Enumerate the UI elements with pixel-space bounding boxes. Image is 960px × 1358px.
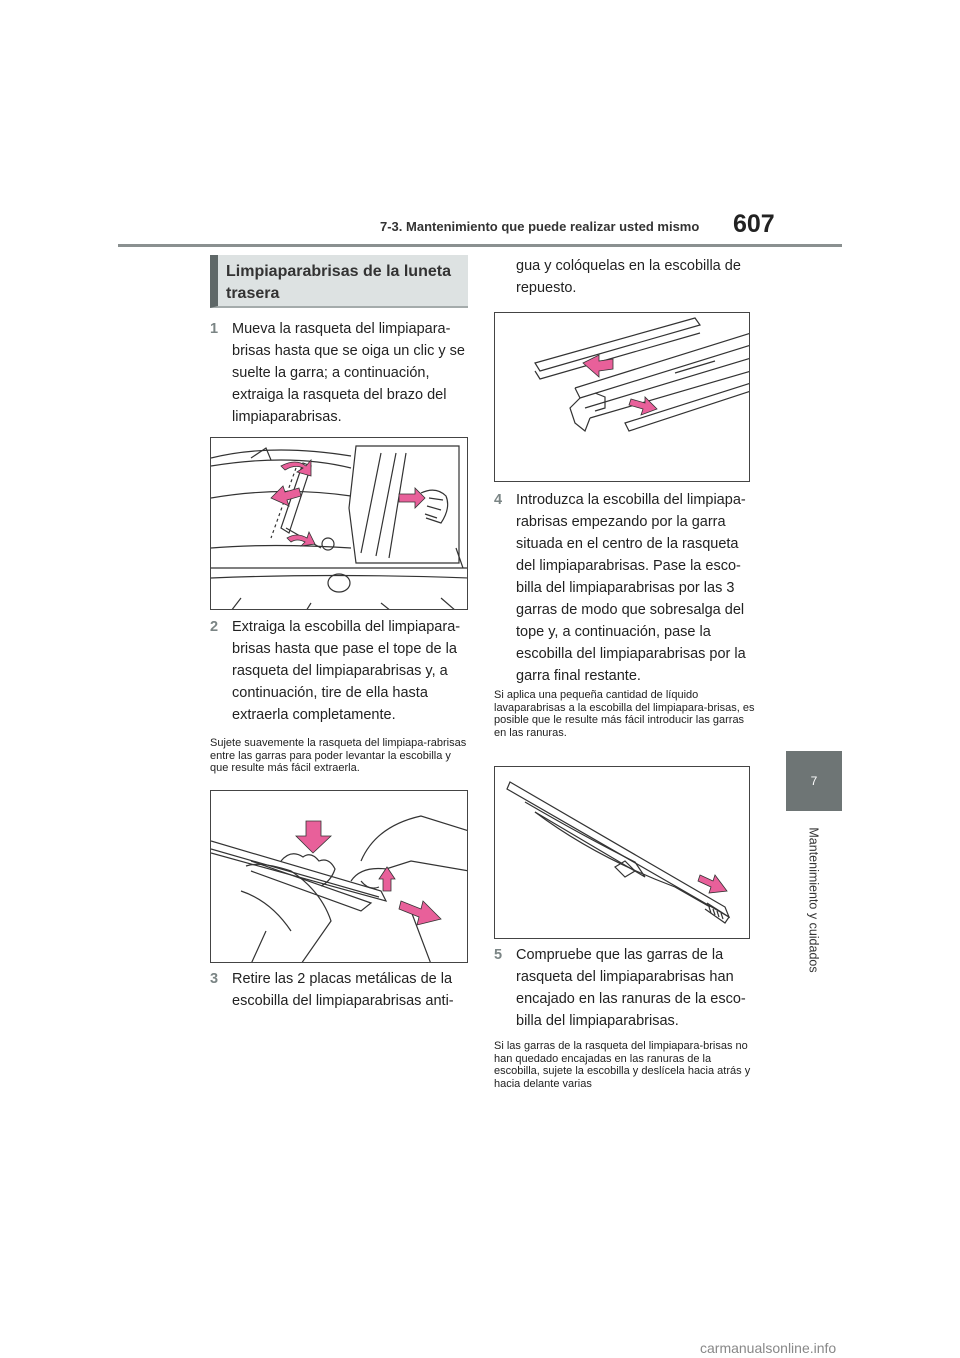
- step-1: [210, 318, 472, 428]
- step-text: Extraiga la escobilla del limpiapara-brisas hasta que pase el tope de la rasqueta del limpiaparabrisas y, a continuación, tire de ella hasta extraerla completamente.: [232, 619, 461, 723]
- step-3-continuation: gua y colóquelas en la escobilla de repuesto.: [516, 258, 741, 296]
- figure-wiper-arm-removal: [210, 437, 468, 610]
- header-title: 7-3. Mantenimiento que puede realizar usted mismo: [380, 219, 700, 234]
- chapter-label: Mantenimiento y cuidados: [807, 827, 822, 973]
- page-number: 607: [733, 210, 775, 238]
- step-text: Compruebe que las garras de la rasqueta del limpiaparabrisas han encajado en las ranuras de la esco-billa del limpiaparabrisas.: [516, 947, 746, 1029]
- step-2: [210, 616, 472, 726]
- note-step-5: Si las garras de la rasqueta del limpiapara-brisas no han quedado encajadas en las ranuras de la escobilla, sujete la escobilla y deslícela hacia atrás y hacia delante varias: [494, 1040, 751, 1090]
- step-3: [210, 968, 472, 1012]
- step-number: 4: [494, 492, 503, 508]
- note-step-4: Si aplica una pequeña cantidad de líquido lavaparabrisas a la escobilla del limpiapara-brisas, es posible que le resulte más fácil introducir las garras en las ranuras.: [494, 689, 755, 739]
- header-rule: [118, 244, 842, 247]
- step-text: Mueva la rasqueta del limpiapara-brisas hasta que se oiga un clic y se suelte la garra; a continuación, extraiga la rasqueta del brazo del limpiaparabrisas.: [232, 321, 465, 425]
- section-heading: Limpiaparabrisas de la luneta trasera: [210, 255, 468, 308]
- wiper-arm-illustration: [211, 438, 468, 610]
- step-text: Retire las 2 placas metálicas de la escobilla del limpiaparabrisas anti-: [232, 971, 454, 1009]
- figure-metal-plates: [494, 312, 750, 482]
- blade-insertion-illustration: [495, 767, 750, 939]
- step-number: 3: [210, 971, 219, 987]
- watermark: carmanualsonline.info: [700, 1340, 837, 1356]
- metal-plates-illustration: [495, 313, 750, 482]
- chapter-tab: 7: [786, 751, 842, 811]
- step-number: 2: [210, 619, 219, 635]
- step-text: Introduzca la escobilla del limpiapa-rabrisas empezando por la garra situada en el centro de la rasqueta del limpiaparabrisas. Pase la esco-billa del limpiaparabrisas por las 3 garras de modo que sobresalga del tope y, a continuación, pase la escobilla del limpiaparabrisas por la garra final restante.: [516, 492, 746, 684]
- figure-blade-insertion: [494, 766, 750, 939]
- step-5: [494, 944, 756, 1032]
- step-number: 1: [210, 321, 219, 337]
- note-step-2: Sujete suavemente la rasqueta del limpiapa-rabrisas entre las garras para poder levantar la escobilla y que resulte más fácil extraerla.: [210, 737, 467, 774]
- figure-blade-extraction: [210, 790, 468, 963]
- step-4: [494, 489, 756, 687]
- blade-extraction-illustration: [211, 791, 468, 963]
- step-number: 5: [494, 947, 503, 963]
